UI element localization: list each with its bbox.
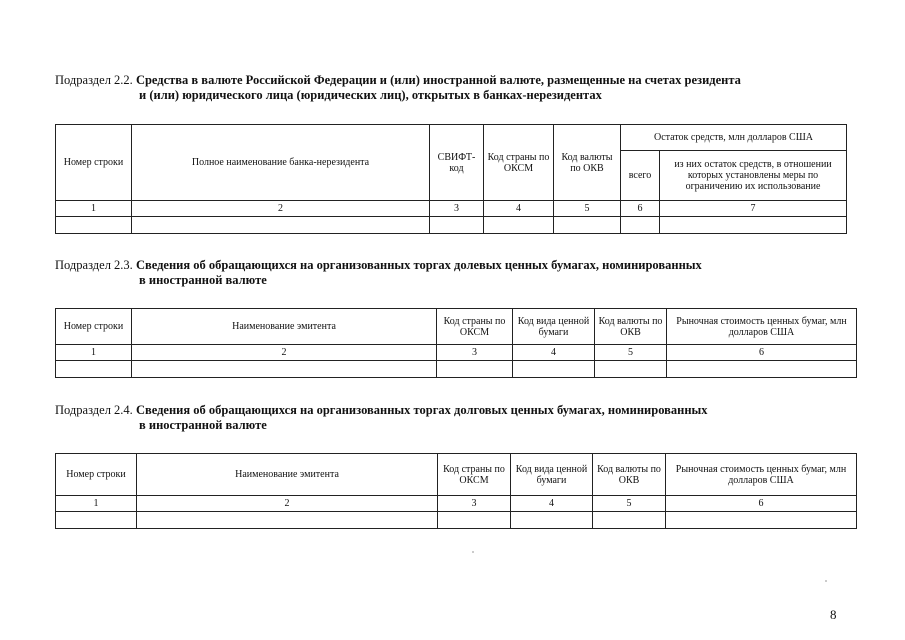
column-number: 3 [438,496,511,512]
empty-cell [660,217,847,234]
scan-speck [825,580,827,582]
table-row [56,361,857,378]
section-2-3-table [55,308,857,378]
header-country-code: Код страны по ОКСМ [438,454,511,496]
header-currency-code: Код валюты по ОКВ [554,125,621,201]
empty-cell [56,512,137,529]
empty-cell [593,512,666,529]
header-currency-code: Код валюты по ОКВ [595,309,667,345]
empty-cell [438,512,511,529]
page-number: 8 [830,607,837,622]
column-number: 5 [595,345,667,361]
section-2-2-table [55,124,847,234]
column-number: 3 [430,201,484,217]
header-currency-code: Код валюты по ОКВ [593,454,666,496]
section-2-4-title-cont: в иностранной валюте [139,418,267,432]
column-number-row [56,496,857,512]
empty-cell [137,512,438,529]
header-row-number: Номер строки [56,125,132,201]
empty-cell [511,512,593,529]
column-number: 2 [137,496,438,512]
column-number: 5 [593,496,666,512]
section-2-3-lead: Подраздел 2.3. [55,258,133,272]
column-number: 4 [511,496,593,512]
header-swift-code: СВИФТ-код [430,125,484,201]
scan-speck [472,551,474,553]
header-issuer-name: Наименование эмитента [137,454,438,496]
section-2-4-heading [55,403,708,433]
header-country-code: Код страны по ОКСМ [437,309,513,345]
column-number: 6 [666,496,857,512]
header-issuer-name: Наименование эмитента [132,309,437,345]
section-2-3-heading [55,258,702,288]
column-number-row [56,345,857,361]
header-row-number: Номер строки [56,309,132,345]
empty-cell [666,512,857,529]
column-number: 1 [56,496,137,512]
empty-cell [56,217,132,234]
section-2-2-title: Средства в валюте Российской Федерации и (или) иностранной валюте, размещенные на счетах резидента [135,73,741,87]
empty-cell [132,361,437,378]
empty-cell [595,361,667,378]
header-balance-restricted: из них остаток средств, в отношении которых установлены меры по ограничению их использование [660,151,847,201]
header-balance-total: всего [621,151,660,201]
table-row [56,217,847,234]
column-number: 3 [437,345,513,361]
column-number: 5 [554,201,621,217]
empty-cell [437,361,513,378]
empty-cell [621,217,660,234]
header-bank-name: Полное наименование банка-нерезидента [132,125,430,201]
section-2-2-title-cont: и (или) юридического лица (юридических лиц), открытых в банках-нерезидентах [139,88,602,102]
column-number: 7 [660,201,847,217]
column-number: 6 [621,201,660,217]
empty-cell [484,217,554,234]
header-market-value: Рыночная стоимость ценных бумаг, млн долларов США [667,309,857,345]
section-2-2-lead: Подраздел 2.2. [55,73,133,87]
section-2-4-title: Сведения об обращающихся на организованных торгах долговых ценных бумагах, номинированных [135,403,708,417]
header-security-type: Код вида ценной бумаги [513,309,595,345]
column-number: 1 [56,201,132,217]
header-market-value: Рыночная стоимость ценных бумаг, млн долларов США [666,454,857,496]
column-number: 6 [667,345,857,361]
column-number: 4 [513,345,595,361]
section-2-3-title-cont: в иностранной валюте [139,273,267,287]
column-number: 2 [132,201,430,217]
header-security-type: Код вида ценной бумаги [511,454,593,496]
empty-cell [56,361,132,378]
empty-cell [513,361,595,378]
section-2-2-heading [55,73,741,103]
column-number: 1 [56,345,132,361]
header-country-code: Код страны по ОКСМ [484,125,554,201]
empty-cell [667,361,857,378]
table-row [56,512,857,529]
empty-cell [132,217,430,234]
column-number: 2 [132,345,437,361]
header-balance: Остаток средств, млн долларов США [621,125,847,151]
column-number-row [56,201,847,217]
column-number: 4 [484,201,554,217]
section-2-4-table [55,453,857,529]
header-row-number: Номер строки [56,454,137,496]
section-2-4-lead: Подраздел 2.4. [55,403,133,417]
section-2-3-title: Сведения об обращающихся на организованных торгах долевых ценных бумагах, номинированных [135,258,702,272]
empty-cell [430,217,484,234]
empty-cell [554,217,621,234]
